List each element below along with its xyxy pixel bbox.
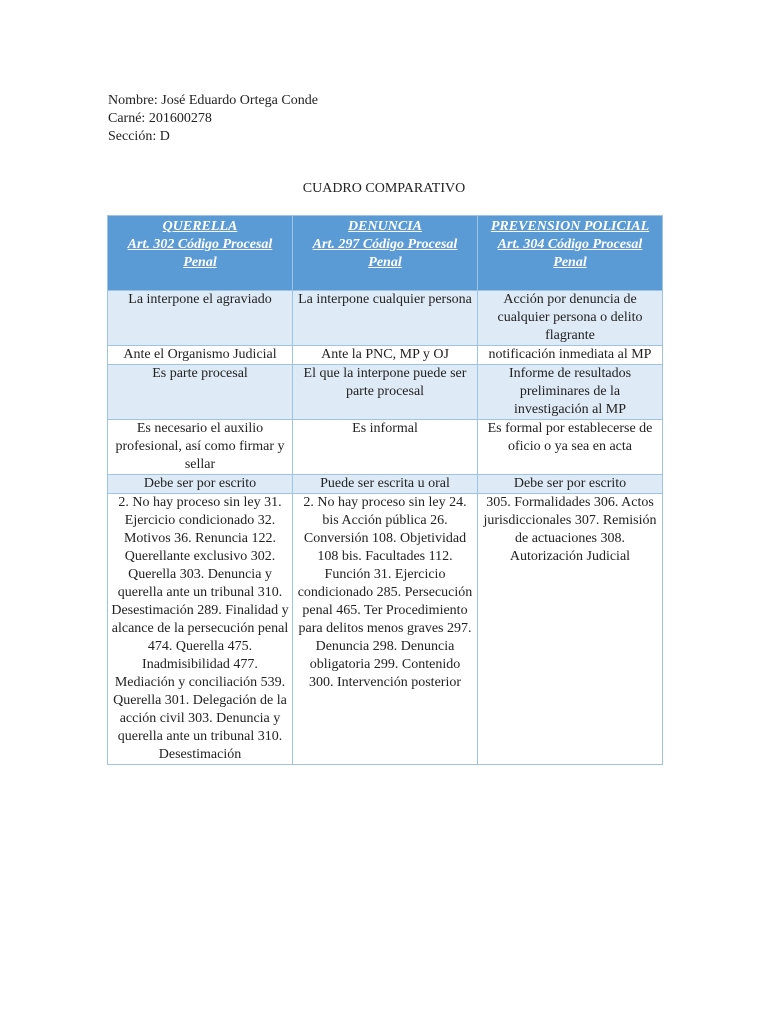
comparison-table bbox=[107, 215, 663, 765]
header-prevension-title: PREVENSION POLICIAL bbox=[490, 219, 650, 234]
header-prevension-article: Art. 304 Código Procesal Penal bbox=[497, 237, 643, 270]
header-denuncia bbox=[293, 216, 478, 291]
header-prevension bbox=[478, 216, 663, 291]
table-cell: Ante la PNC, MP y OJ bbox=[293, 346, 478, 365]
student-info bbox=[108, 92, 318, 146]
table-cell: El que la interpone puede ser parte procesal bbox=[293, 365, 478, 420]
header-denuncia-article: Art. 297 Código Procesal Penal bbox=[312, 237, 458, 270]
table-row bbox=[108, 420, 663, 475]
table-cell: notificación inmediata al MP bbox=[478, 346, 663, 365]
header-denuncia-title: DENUNCIA bbox=[348, 219, 422, 234]
header-querella-title: QUERELLA bbox=[162, 219, 238, 234]
table-row bbox=[108, 365, 663, 420]
student-name: Nombre: José Eduardo Ortega Conde bbox=[108, 93, 318, 108]
table-cell: La interpone cualquier persona bbox=[293, 291, 478, 346]
table-row bbox=[108, 475, 663, 494]
table-cell: 2. No hay proceso sin ley 31. Ejercicio condicionado 32. Motivos 36. Renuncia 122. Querellante exclusivo 302. Querella 303. Denuncia y querella ante un tribunal 310. Desestimación 289. Finalidad y alcance de la persecución penal 474. Querella 475. Inadmisibilidad 477. Mediación y conciliación 539. Querella 301. Delegación de la acción civil 303. Denuncia y querella ante un tribunal 310. Desestimación bbox=[108, 494, 293, 765]
student-carne: Carné: 201600278 bbox=[108, 111, 212, 126]
table-cell: 2. No hay proceso sin ley 24. bis Acción pública 26. Conversión 108. Objetividad 108 bis. Facultades 112. Función 31. Ejercicio condicionado 285. Persecución penal 465. Ter Procedimiento para delitos menos graves 297. Denuncia 298. Denuncia obligatoria 299. Contenido 300. Intervención posterior bbox=[293, 494, 478, 765]
table-row bbox=[108, 291, 663, 346]
table-cell: Acción por denuncia de cualquier persona o delito flagrante bbox=[478, 291, 663, 346]
student-section: Sección: D bbox=[108, 129, 170, 144]
table-cell: Debe ser por escrito bbox=[108, 475, 293, 494]
table-cell: Debe ser por escrito bbox=[478, 475, 663, 494]
table-header-row bbox=[108, 216, 663, 291]
table-cell: 305. Formalidades 306. Actos jurisdiccionales 307. Remisión de actuaciones 308. Autorización Judicial bbox=[478, 494, 663, 765]
table-cell: La interpone el agraviado bbox=[108, 291, 293, 346]
table-cell: Ante el Organismo Judicial bbox=[108, 346, 293, 365]
table-row bbox=[108, 346, 663, 365]
table-cell: Es necesario el auxilio profesional, así como firmar y sellar bbox=[108, 420, 293, 475]
table-cell: Informe de resultados preliminares de la investigación al MP bbox=[478, 365, 663, 420]
header-querella bbox=[108, 216, 293, 291]
table-row bbox=[108, 494, 663, 765]
header-querella-article: Art. 302 Código Procesal Penal bbox=[127, 237, 273, 270]
table-cell: Es parte procesal bbox=[108, 365, 293, 420]
table-cell: Es informal bbox=[293, 420, 478, 475]
table-cell: Es formal por establecerse de oficio o ya sea en acta bbox=[478, 420, 663, 475]
table-cell: Puede ser escrita u oral bbox=[293, 475, 478, 494]
document-title: CUADRO COMPARATIVO bbox=[302, 181, 466, 196]
